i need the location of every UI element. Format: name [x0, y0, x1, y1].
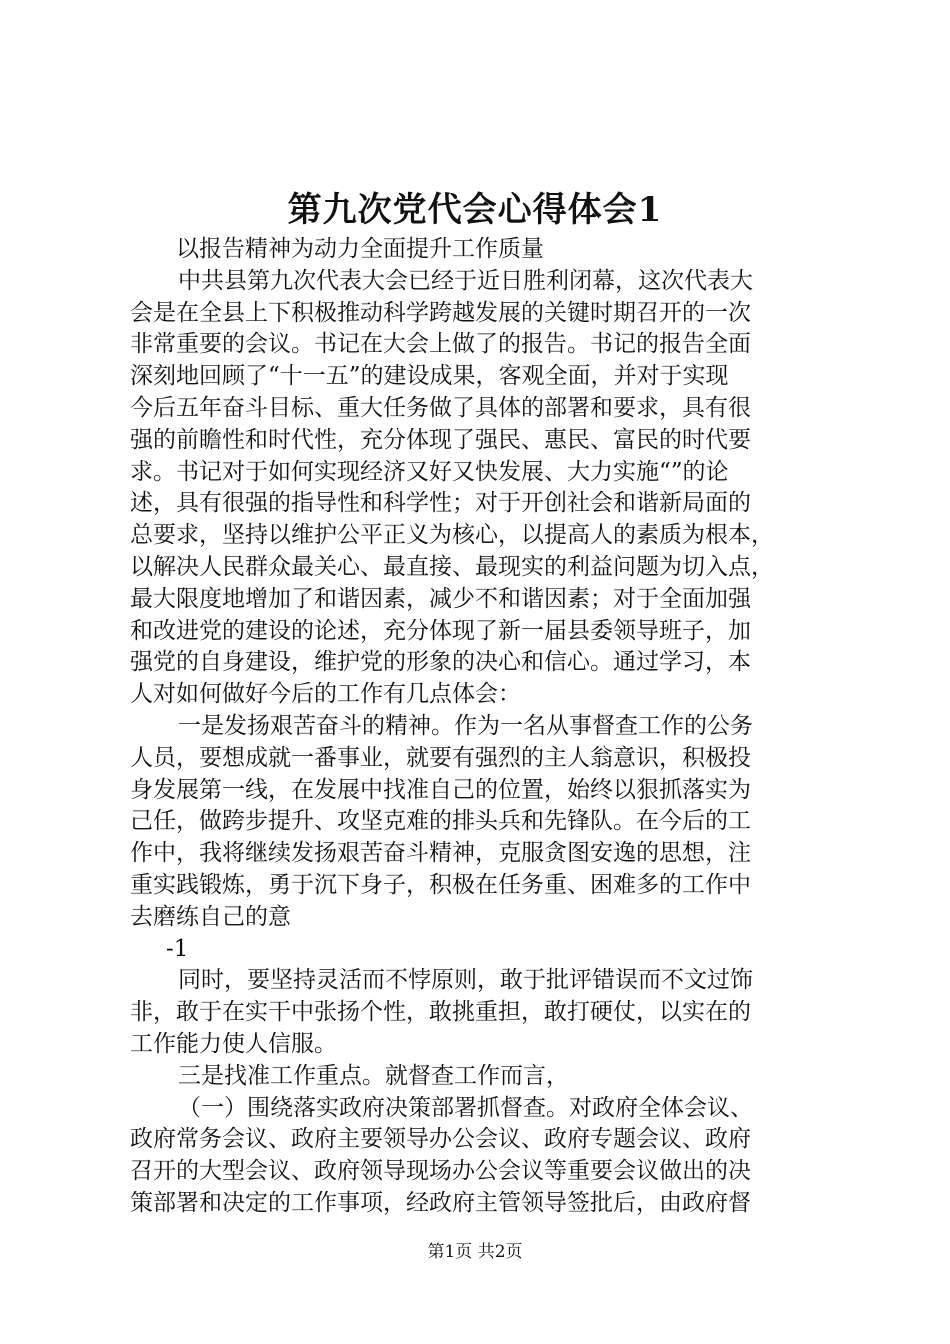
paragraph-line: 政府常务会议、政府主要领导办公会议、政府专题会议、政府 — [130, 1126, 751, 1153]
page-footer: 第1页 共2页 — [427, 1242, 523, 1262]
paragraph-line: 身发展第一线，在发展中找准自己的位置，始终以狠抓落实为 — [130, 776, 751, 803]
paragraph-line: 今后五年奋斗目标、重大任务做了具体的部署和要求，具有很 — [130, 394, 751, 421]
paragraph-line: 工作能力使人信服。 — [130, 1030, 337, 1057]
paragraph-line: 策部署和决定的工作事项，经政府主管领导签批后，由政府督 — [130, 1189, 751, 1216]
paragraph-line: 去磨练自己的意 — [130, 903, 291, 930]
paragraph-line: 中共县第九次代表大会已经于近日胜利闭幕，这次代表大 — [178, 267, 753, 294]
paragraph-line: 强党的自身建设，维护党的形象的决心和信心。通过学习，本 — [130, 649, 751, 676]
paragraph-line: 非常重要的会议。书记在大会上做了的报告。书记的报告全面 — [130, 331, 751, 358]
paragraph-line: 总要求，坚持以维护公平正义为核心，以提高人的素质为根本， — [130, 522, 774, 549]
paragraph-line: 三是找准工作重点。就督查工作而言， — [178, 1062, 569, 1089]
document-subtitle: 以报告精神为动力全面提升工作质量 — [176, 236, 544, 262]
paragraph-line: 一是发扬艰苦奋斗的精神。作为一名从事督查工作的公务 — [178, 712, 753, 739]
paragraph-line: 作中，我将继续发扬艰苦奋斗精神，克服贪图安逸的思想，注 — [130, 840, 751, 867]
paragraph-line: 强的前瞻性和时代性，充分体现了强民、惠民、富民的时代要 — [130, 426, 751, 453]
page-break-marker: -1 — [166, 935, 189, 962]
paragraph-line: 深刻地回顾了“十一五”的建设成果，客观全面，并对于实现 — [130, 363, 729, 390]
paragraph-line: 非，敢于在实干中张扬个性，敢挑重担，敢打硬仗，以实在的 — [130, 999, 751, 1026]
paragraph-line: 同时，要坚持灵活而不悖原则，敢于批评错误而不文过饰 — [178, 967, 753, 994]
paragraph-line: 最大限度地增加了和谐因素，减少不和谐因素；对于全面加强 — [130, 585, 751, 612]
paragraph-line: 和改进党的建设的论述，充分体现了新一届县委领导班子，加 — [130, 617, 751, 644]
paragraph-line: 以解决人民群众最关心、最直接、最现实的利益问题为切入点， — [130, 553, 774, 580]
paragraph-line: 人员，要想成就一番事业，就要有强烈的主人翁意识，积极投 — [130, 744, 751, 771]
document-body — [130, 234, 830, 1220]
paragraph-line: 求。书记对于如何实现经济又好又快发展、大力实施“”的论 — [130, 458, 729, 485]
paragraph-line: 会是在全县上下积极推动科学跨越发展的关键时期召开的一次 — [130, 299, 751, 326]
paragraph-line: 述，具有很强的指导性和科学性；对于开创社会和谐新局面的 — [130, 490, 751, 517]
paragraph-line: （一）围绕落实政府决策部署抓督查。对政府全体会议、 — [178, 1094, 753, 1121]
document-title: 第九次党代会心得体会1 — [287, 190, 663, 230]
paragraph-line: 召开的大型会议、政府领导现场办公会议等重要会议做出的决 — [130, 1158, 751, 1185]
paragraph-line: 己任，做跨步提升、攻坚克难的排头兵和先锋队。在今后的工 — [130, 808, 751, 835]
paragraph-line: 重实践锻炼，勇于沉下身子，积极在任务重、困难多的工作中 — [130, 871, 751, 898]
paragraph-line: 人对如何做好今后的工作有几点体会： — [130, 681, 521, 708]
